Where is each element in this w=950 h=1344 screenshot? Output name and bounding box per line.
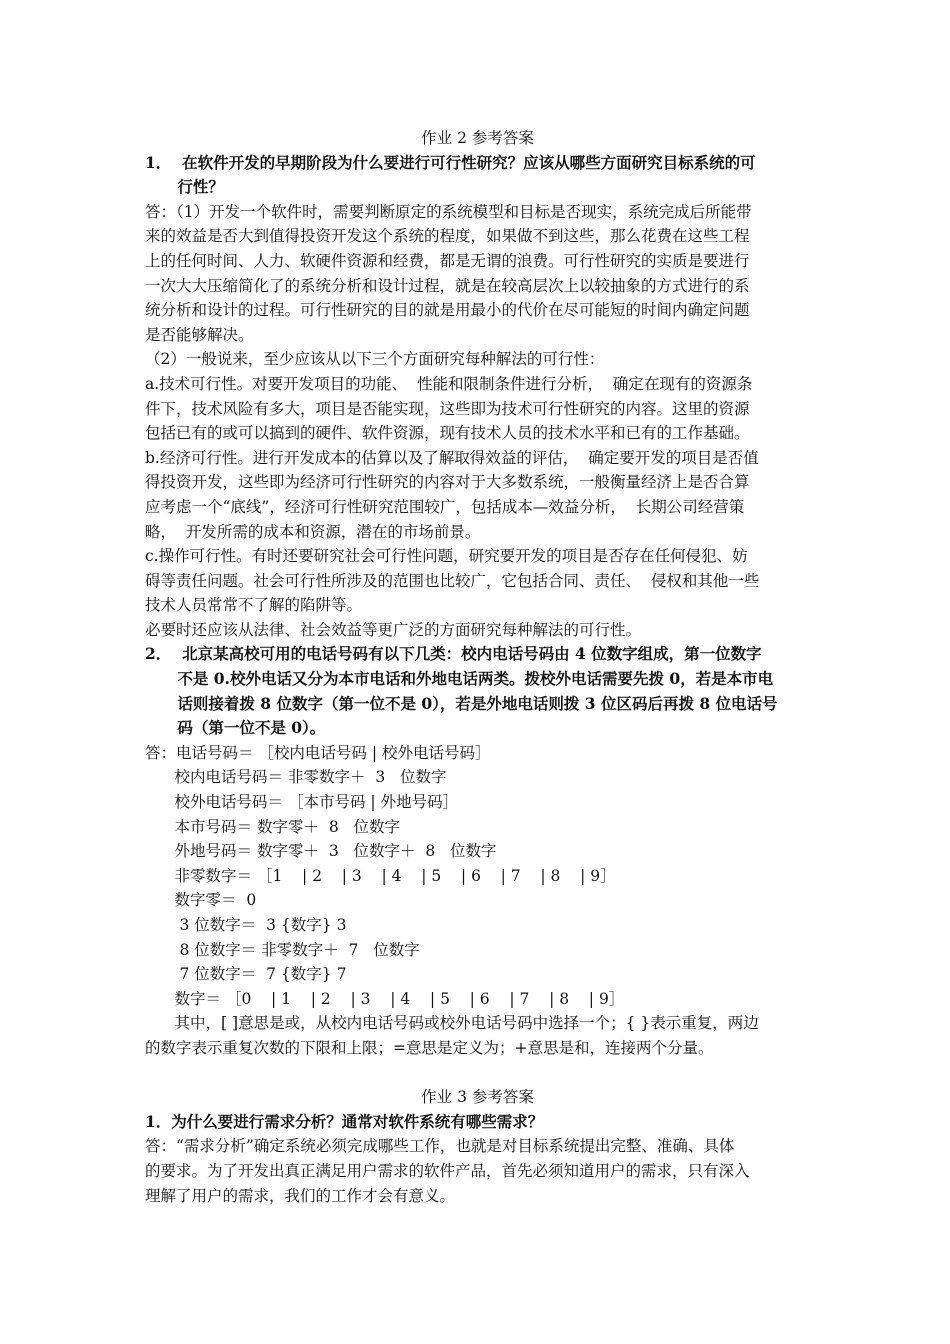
- answer-2-line: 本市号码＝ 数字零＋ 8 位数字: [145, 817, 400, 836]
- question-1-line: 行性？: [145, 177, 224, 197]
- answer-1-line: 必要时还应该从法律、社会效益等更广泛的方面研究每种解法的可行性。: [145, 620, 642, 639]
- answer-1-line: a.技术可行性。对要开发项目的功能、 性能和限制条件进行分析， 确定在现有的资源条: [145, 374, 753, 393]
- answer-1-line: 来的效益是否大到值得投资开发这个系统的程度，如果做不到这些，那么花费在这些工程: [145, 227, 750, 246]
- answer-1-line: 技术人员常常不了解的陷阱等。: [145, 596, 363, 615]
- document-body: [145, 126, 810, 1208]
- answer-1-line: 答：（1）开发一个软件时，需要判断原定的系统模型和目标是否现实，系统完成后所能带: [145, 202, 752, 221]
- answer-2-line: 数字零＝ 0: [145, 891, 257, 910]
- answer-1-line: 包括已有的或可以搞到的硬件、软件资源，现有技术人员的技术水平和已有的工作基础。: [145, 424, 750, 443]
- answer-1-line: 是否能够解决。: [145, 325, 254, 344]
- answer-2-line: 8 位数字＝ 非零数字＋ 7 位数字: [145, 940, 420, 959]
- answer-1-line: 统分析和设计的过程。可行性研究的目的就是用最小的代价在尽可能短的时间内确定问题: [145, 301, 750, 320]
- answer-3-line: 理解了用户的需求，我们的工作才会有意义。: [145, 1186, 456, 1205]
- answer-1-line: 碍等责任问题。社会可行性所涉及的范围也比较广，它包括合同、责任、 侵权和其他一些: [145, 571, 760, 590]
- answer-1-line: 得投资开发，这些即为经济可行性研究的内容对于大多数系统，一般衡量经济上是否合算: [145, 473, 750, 492]
- answer-1-line: b.经济可行性。进行开发成本的估算以及了解取得效益的评估， 确定要开发的项目是否值: [145, 448, 759, 467]
- answer-2-line: 校外电话号码＝ ［本市号码 | 外地号码］: [145, 793, 459, 812]
- question-2-line: 不是 0.校外电话又分为本市电话和外地电话两类。拨校外电话需要先拨 0，若是本市电: [145, 669, 774, 689]
- answer-2-line: 的数字表示重复次数的下限和上限；=意思是定义为；+意思是和，连接两个分量。: [145, 1038, 714, 1057]
- answer-2-line: 数字＝ ［0 | 1 | 2 | 3 | 4 | 5 | 6 | 7 | 8 | 9］: [145, 989, 625, 1008]
- answer-1-line: 应考虑一个“底线”，经济可行性研究范围较广，包括成本—效益分析， 长期公司经营策: [145, 497, 745, 516]
- answer-2-line: 7 位数字＝ 7 {数字} 7: [145, 965, 347, 984]
- question-2-line: 2． 北京某高校可用的电话号码有以下几类：校内电话号码由 4 位数字组成，第一位数字: [145, 644, 762, 664]
- answer-2-line: 3 位数字＝ 3 {数字} 3: [145, 916, 347, 934]
- question-2-line: 话则接着拨 8 位数字（第一位不是 0），若是外地电话则拨 3 位区码后再拨 8 位电话号: [145, 693, 778, 713]
- answer-1-line: c.操作可行性。有时还要研究社会可行性问题，研究要开发的项目是否存在任何侵犯、妨: [145, 547, 748, 566]
- answer-1-line: （2）一般说来，至少应该从以下三个方面研究每种解法的可行性：: [145, 350, 605, 369]
- answer-1-line: 上的任何时间、人力、软硬件资源和经费，都是无谓的浪费。可行性研究的实质是要进行: [145, 251, 750, 270]
- hw2-title: 作业 2 参考答案: [421, 129, 534, 147]
- question-3-line: 1．为什么要进行需求分析？通常对软件系统有哪些需求？: [145, 1111, 544, 1131]
- answer-2-line: 答：电话号码＝ ［校内电话号码 | 校外电话号码］: [145, 743, 491, 762]
- answer-2-line: 校内电话号码＝ 非零数字＋ 3 位数字: [145, 768, 447, 787]
- answer-2-line: 非零数字＝ ［1 | 2 | 3 | 4 | 5 | 6 | 7 | 8 | 9］: [145, 866, 616, 885]
- answer-1-line: 略， 开发所需的成本和资源，潜在的市场前景。: [145, 522, 481, 541]
- answer-1-line: 件下，技术风险有多大，项目是否能实现，这些即为技术可行性研究的内容。这里的资源: [145, 399, 750, 418]
- answer-2-line: 其中，[ ]意思是或，从校内电话号码或校外电话号码中选择一个；{ }表示重复，两边: [145, 1014, 759, 1033]
- answer-1-line: 一次大大压缩简化了的系统分析和设计过程，就是在较高层次上以较抽象的方式进行的系: [145, 276, 750, 295]
- question-1-line: 1． 在软件开发的早期阶段为什么要进行可行性研究？应该从哪些方面研究目标系统的可: [145, 152, 756, 172]
- question-2-line: 码（第一位不是 0）。: [145, 718, 326, 738]
- hw3-title: 作业 3 参考答案: [421, 1088, 534, 1107]
- answer-3-line: 答：“需求分析”确定系统必须完成哪些工作，也就是对目标系统提出完整、准确、具体: [145, 1137, 735, 1156]
- answer-2-line: 外地号码＝ 数字零＋ 3 位数字＋ 8 位数字: [145, 842, 497, 861]
- section-spacer: [145, 1061, 810, 1086]
- answer-3-line: 的要求。为了开发出真正满足用户需求的软件产品，首先必须知道用户的需求，只有深入: [145, 1161, 750, 1180]
